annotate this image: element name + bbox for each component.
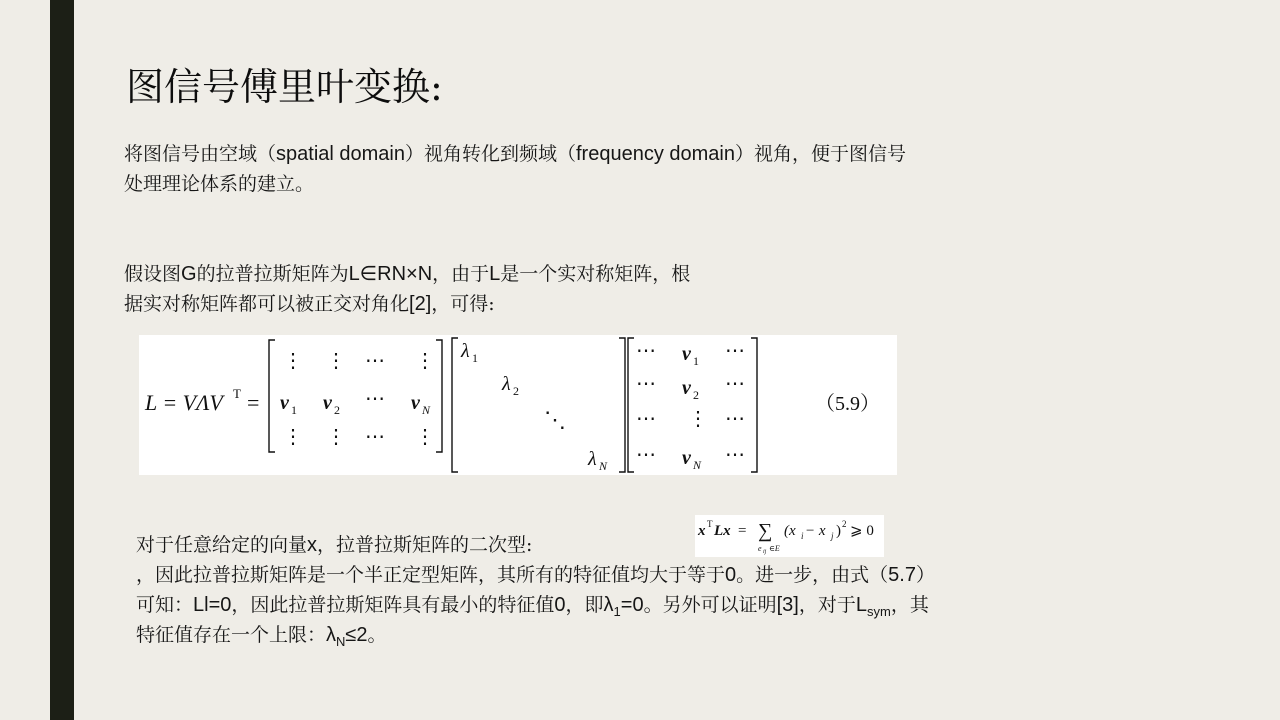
matrix-v-v1-sub: 1 (291, 403, 297, 417)
matrix-vt-cdots: ⋯ (725, 373, 745, 395)
laplacian-line-2: 据实对称矩阵都可以被正交对角化[2]，可得: (124, 293, 495, 315)
matrix-vt-vn: v (682, 447, 691, 469)
equation-transpose: T (233, 386, 241, 401)
matrix-vt-cdots: ⋯ (725, 340, 745, 362)
matrix-v-vdots: ⋮ (326, 350, 346, 372)
formula-body-minus: − x (805, 523, 826, 539)
matrix-v-v2: v (323, 392, 332, 414)
formula-body-i: i (801, 531, 804, 541)
matrix-lambda-left-bracket (452, 338, 458, 472)
matrix-v-cdots: ⋯ (365, 426, 385, 448)
matrix-v-v1: v (280, 392, 289, 414)
quadratic-form-formula (695, 515, 884, 557)
matrix-vt-cdots: ⋯ (636, 373, 656, 395)
matrix-v-cdots: ⋯ (365, 388, 385, 410)
formula-lx: Lx (714, 523, 731, 539)
lambda-1-sub: 1 (472, 351, 478, 365)
left-accent-bar (50, 0, 74, 720)
matrix-vt-v1-sub: 1 (693, 354, 699, 368)
matrix-v-right-bracket (436, 340, 442, 452)
lambda-n: λ (588, 448, 597, 470)
formula-sum-index-rest: ∈E (769, 544, 780, 553)
lambda-ddots: ⋱ (544, 407, 566, 432)
equation-number: （5.9） (815, 393, 880, 415)
lambda-n-sub: N (599, 459, 608, 473)
lambda-1: λ (461, 340, 470, 362)
matrix-v-vdots: ⋮ (415, 426, 435, 448)
matrix-v-vn-sub: N (422, 403, 431, 417)
formula-equals: = (738, 523, 747, 539)
eigenvalue-line-1: ，因此拉普拉斯矩阵是一个半正定型矩阵，其所有的特征值均大于等于0。进一步，由式（5.7） (136, 564, 935, 586)
formula-body: (x (784, 523, 796, 539)
matrix-v-cdots: ⋯ (365, 350, 385, 372)
matrix-lambda-right-bracket (619, 338, 625, 472)
formula-sum-index-sub: ij (763, 549, 767, 555)
matrix-v-vdots: ⋮ (415, 350, 435, 372)
formula-body-j: j (831, 531, 834, 541)
eigendecomposition-equation (139, 335, 897, 475)
matrix-vt-v2: v (682, 377, 691, 399)
formula-x: x (698, 523, 706, 539)
matrix-vt-left-bracket (628, 338, 634, 472)
matrix-v-vn: v (411, 392, 420, 414)
formula-body-close: ) (836, 523, 841, 539)
matrix-v-vdots: ⋮ (283, 350, 303, 372)
matrix-v-vdots: ⋮ (326, 426, 346, 448)
matrix-vt-cdots: ⋯ (636, 408, 656, 430)
quadratic-form-svg (695, 515, 884, 557)
eigenvalue-line-3: 特征值存在一个上限：$\lambda_N\le 2$。 (136, 624, 387, 649)
lambda-2: λ (502, 373, 511, 395)
lambda-2-sub: 2 (513, 384, 519, 398)
intro-line-2: 处理理论体系的建立。 (124, 173, 315, 195)
matrix-v-left-bracket (269, 340, 275, 452)
formula-sum-index: e (758, 544, 762, 553)
formula-transpose: T (707, 519, 713, 529)
equation-lhs: L = VΛV (145, 390, 223, 415)
matrix-vt-v1: v (682, 343, 691, 365)
eigendecomposition-svg (139, 335, 897, 475)
equation-equals: = (247, 390, 260, 415)
matrix-vt-right-bracket (751, 338, 757, 472)
formula-geq-zero: ⩾ 0 (850, 523, 874, 539)
matrix-vt-cdots: ⋯ (636, 340, 656, 362)
matrix-vt-vn-sub: N (693, 458, 702, 472)
laplacian-line-1: 假设图G的拉普拉斯矩阵为L∈RN×N，由于L是一个实对称矩阵，根 (124, 263, 691, 285)
matrix-v-vdots: ⋮ (283, 426, 303, 448)
quadratic-form-line: 对于任意给定的向量x，拉普拉斯矩阵的二次型: (136, 534, 533, 556)
eigenvalue-line-2: 可知：Ll=0，因此拉普拉斯矩阵具有最小的特征值0，即$\lambda_1=0$。另外可以证明[3]，对于$L_{sym}$，其 (136, 594, 929, 619)
intro-paragraph (124, 139, 906, 199)
slide-title: 图信号傅里叶变换: (126, 65, 443, 109)
intro-line-1: 将图信号由空域（spatial domain）视角转化到频域（frequency domain）视角，便于图信号 (124, 143, 906, 165)
matrix-vt-vdots: ⋮ (688, 408, 708, 430)
matrix-vt-cdots: ⋯ (725, 408, 745, 430)
formula-square: 2 (842, 519, 847, 529)
laplacian-paragraph (124, 259, 690, 319)
matrix-vt-v2-sub: 2 (693, 388, 699, 402)
matrix-vt-cdots: ⋯ (725, 444, 745, 466)
matrix-vt-cdots: ⋯ (636, 444, 656, 466)
formula-sum: ∑ (758, 520, 773, 542)
matrix-v-v2-sub: 2 (334, 403, 340, 417)
eigenvalue-paragraph (136, 560, 935, 650)
